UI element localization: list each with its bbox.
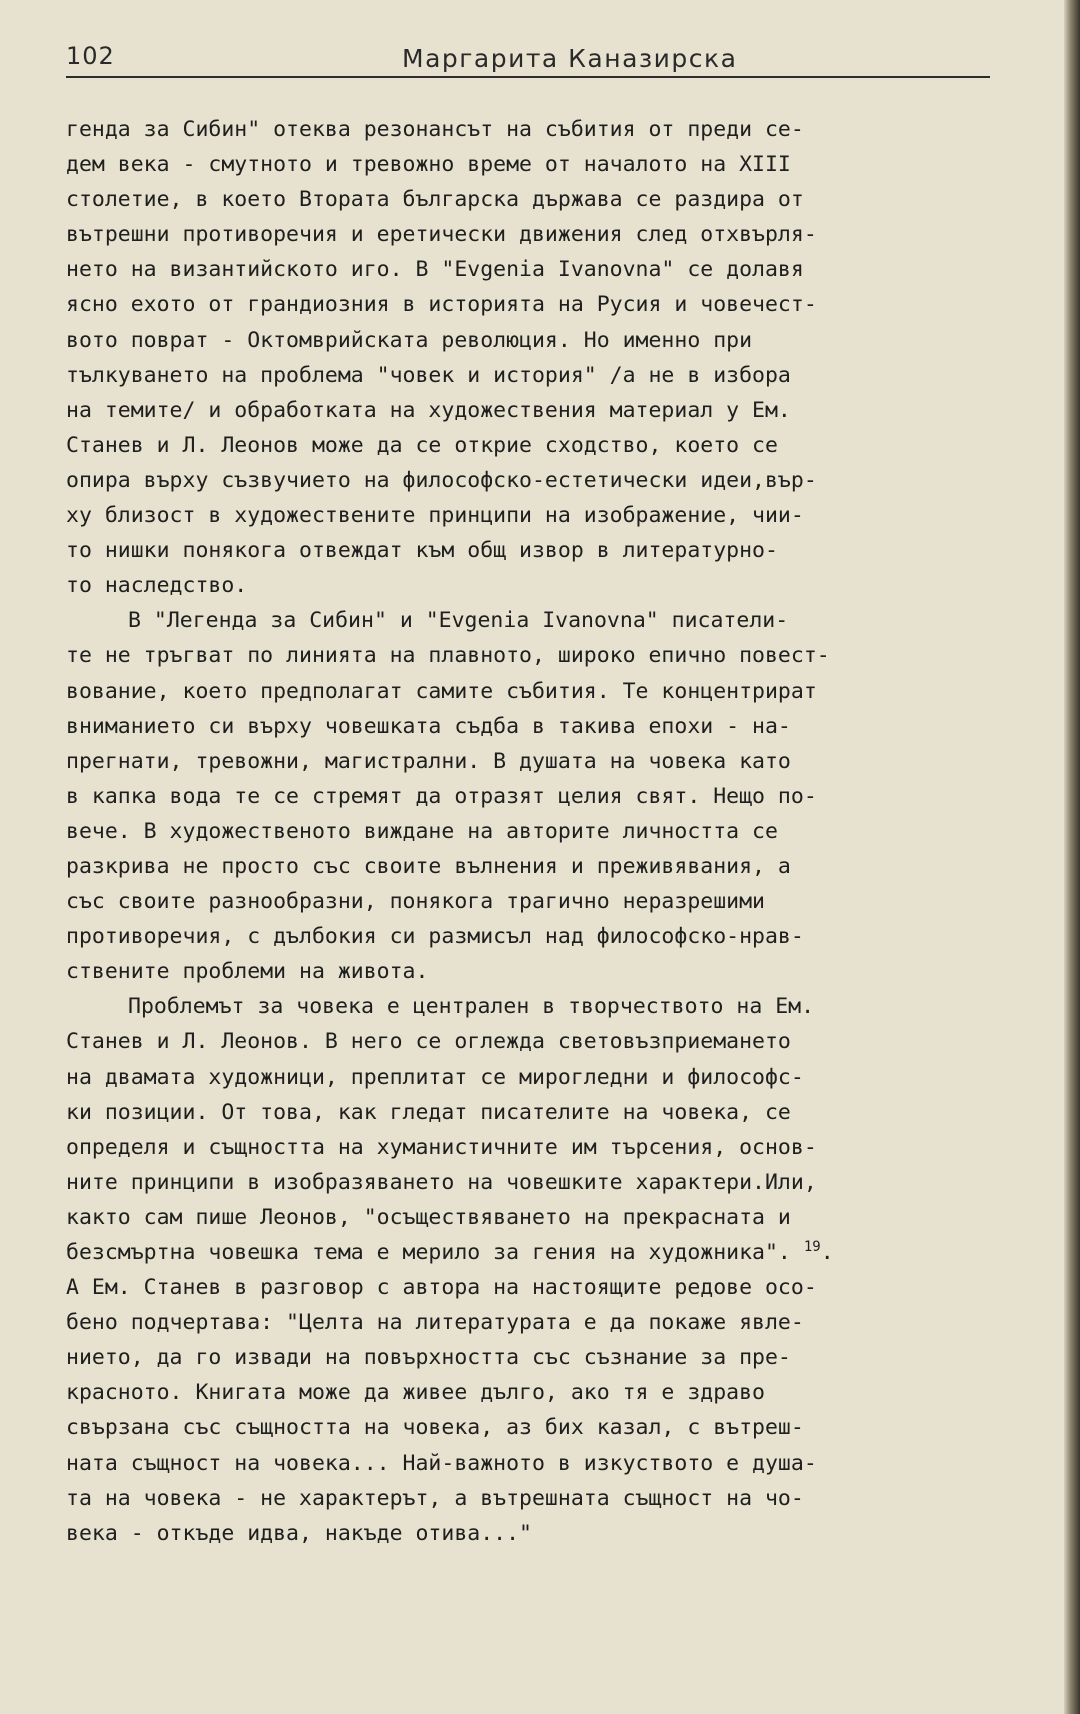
text-line: ствените проблеми на живота. — [66, 959, 429, 985]
text-line: тълкуването на проблема "човек и история" /а не в избора — [66, 362, 791, 388]
text-line: със своите разнообразни, понякога трагично неразрешими — [66, 889, 765, 915]
text-line: определя и същността на хуманистичните им търсения, основ- — [66, 1134, 817, 1160]
text-line: на двамата художници, преплитат се мирогледни и философс- — [66, 1064, 804, 1090]
running-title: Маргарита Каназирска — [402, 44, 738, 73]
text-line: те не тръгват по линията на плавното, широко епично повест- — [66, 643, 830, 669]
text-line: красното. Книгата може да живее дълго, ако тя е здраво — [66, 1380, 765, 1406]
text-line: ясно ехото от грандиозния в историята на Русия и човечест- — [66, 292, 817, 318]
text-line: вниманието си върху човешката съдба в такива епохи - на- — [66, 713, 791, 739]
text-line: Станев и Л. Леонов може да се открие сходство, което се — [66, 432, 778, 458]
page-header — [66, 42, 990, 78]
text-line: века - откъде идва, накъде отива..." — [66, 1520, 532, 1546]
footnote-marker[interactable]: 19 — [803, 1238, 821, 1255]
text-line: генда за Сибин" отеква резонансът на събития от преди се- — [66, 117, 804, 142]
text-line: свързана със същността на човека, аз бих казал, с вътреш- — [66, 1415, 804, 1441]
text-line: безсмъртна човешка тема е мерило за гения на художника". — [66, 1240, 791, 1265]
text-line: ните принципи в изобразяването на човешките характери.Или, — [66, 1169, 817, 1195]
header-rule — [66, 76, 990, 78]
text-line: ки позиции. От това, как гледат писателите на човека, се — [66, 1099, 791, 1125]
text-line: вътрешни противоречия и еретически движения след отхвърля- — [66, 222, 817, 248]
paragraph-start-line: В "Легенда за Сибин" и "Evgenia Ivanovna" писатели- — [128, 608, 789, 634]
text-line: вече. В художественото виждане на авторите личността се — [66, 818, 778, 844]
text-line: та на човека - не характерът, а вътрешната същност на чо- — [66, 1485, 804, 1511]
text-line: в капка вода те се стремят да отразят целия свят. Нещо по- — [66, 783, 817, 809]
text-line: то нишки понякога отвеждат към общ извор в литературно- — [66, 538, 778, 564]
text-line: нието, да го извади на повърхността със съзнание за пре- — [66, 1345, 791, 1371]
text-line: разкрива не просто със своите вълнения и преживявания, а — [66, 853, 791, 879]
body-text — [66, 112, 1020, 1551]
text-line: то наследство. — [66, 573, 248, 599]
text-line: нето на византийското иго. В "Evgenia Ivanovna" се долавя — [66, 257, 804, 283]
text-line: противоречия, с дълбокия си размисъл над философско-нрав- — [66, 924, 804, 950]
text-line: вото поврат - Октомврийската революция. Но именно при — [66, 327, 753, 353]
text-line: опира върху съзвучието на философско-естетически идеи,вър- — [66, 467, 817, 493]
text-line: прегнати, тревожни, магистрални. В душата на човека като — [66, 748, 791, 774]
text-line: вование, което предполагат самите събития. Те концентрират — [66, 678, 817, 704]
paragraph-start-line: Проблемът за човека е централен в творчеството на Ем. — [128, 994, 815, 1020]
text-line: бено подчертава: "Целта на литературата е да покаже явле- — [66, 1310, 804, 1336]
text-line: А Ем. Станев в разговор с автора на настоящите редове осо- — [66, 1275, 817, 1301]
text-line: дем века - смутното и тревожно време от началото на XIII — [66, 152, 791, 178]
text-line: столетие, в което Втората българска държава се раздира от — [66, 187, 804, 213]
text-line: както сам пише Леонов, "осъществяването на прекрасната и — [66, 1204, 791, 1230]
page-number: 102 — [66, 42, 115, 70]
text-line: Станев и Л. Леонов. В него се оглежда световъзприемането — [66, 1029, 791, 1055]
page-edge-shadow — [1064, 0, 1080, 1714]
footnote-trail: . — [820, 1240, 834, 1265]
text-line-with-footnote — [66, 1235, 1020, 1270]
text-line: на темите/ и обработката на художествения материал у Ем. — [66, 397, 791, 423]
text-line: ху близост в художествените принципи на изображение, чии- — [66, 503, 804, 529]
text-line: ната същност на човека... Най-важното в изкуството е душа- — [66, 1450, 817, 1476]
